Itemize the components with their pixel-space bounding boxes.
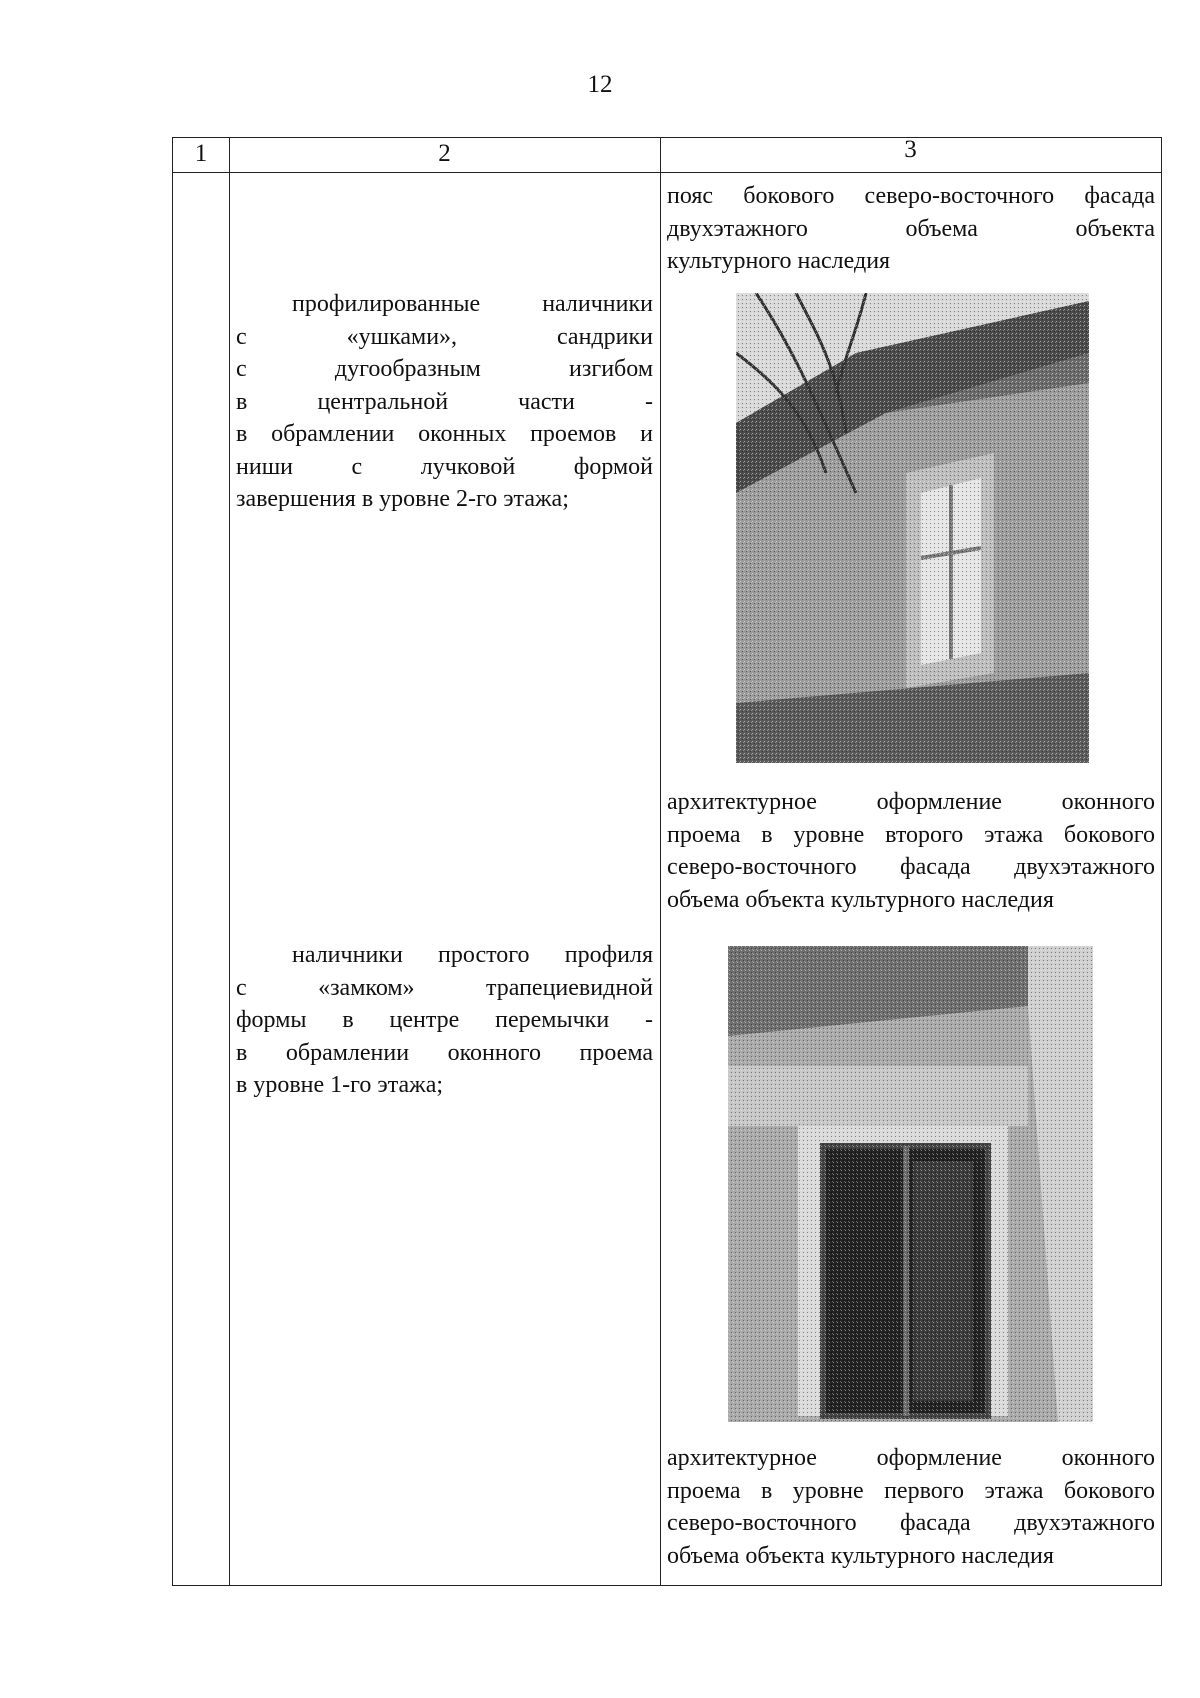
header-divider	[173, 172, 1161, 173]
text-line: в центральной части -	[236, 388, 653, 415]
lower-window-photo	[728, 946, 1093, 1422]
text-line: наличники простого профиля	[292, 942, 653, 968]
text-line: двухэтажного объема объекта	[667, 215, 1155, 242]
text-line: в уровне 1-го этажа;	[236, 1072, 444, 1098]
text-line: архитектурное оформление оконного	[667, 1445, 1155, 1471]
text-line: объема объекта культурного наследия	[667, 886, 1054, 913]
item-2-description	[236, 939, 653, 1102]
page-number: 12	[587, 71, 613, 98]
text-line: северо-восточного фасада двухэтажного	[667, 1510, 1155, 1536]
column-divider	[660, 138, 661, 1585]
text-line: ниши с лучковой формой	[236, 453, 653, 480]
text-line: северо-восточного фасада двухэтажного	[667, 854, 1155, 880]
text-line: объема объекта культурного наследия	[667, 1542, 1054, 1569]
text-line: проема в уровне второго этажа бокового	[667, 821, 1155, 848]
text-line: архитектурное оформление оконного	[667, 789, 1155, 815]
upper-window-photo	[736, 293, 1089, 763]
text-line: в обрамлении оконных проемов и	[236, 421, 653, 447]
item-1-caption	[667, 786, 1155, 916]
header-col-1: 1	[194, 140, 208, 167]
item-2-caption	[667, 1442, 1155, 1572]
column-divider	[229, 138, 230, 1585]
text-line: пояс бокового северо-восточного фасада	[667, 183, 1155, 209]
header-col-2: 2	[438, 140, 451, 167]
item-1-description	[236, 288, 653, 516]
header-col-3: 3	[904, 136, 917, 163]
col3-intro-text	[667, 180, 1155, 278]
upper-window-photo-icon	[736, 293, 1089, 763]
text-line: с «замком» трапециевидной	[236, 974, 653, 1001]
text-line: с «ушками», сандрики	[236, 323, 653, 350]
lower-window-photo-icon	[728, 946, 1093, 1422]
text-line: культурного наследия	[667, 248, 891, 274]
text-line: формы в центре перемычки -	[236, 1007, 653, 1033]
text-line: в обрамлении оконного проема	[236, 1039, 653, 1066]
document-table	[172, 137, 1162, 1586]
text-line: завершения в уровне 2-го этажа;	[236, 486, 569, 512]
text-line: с дугообразным изгибом	[236, 356, 653, 382]
text-line: проема в уровне первого этажа бокового	[667, 1477, 1155, 1504]
text-line: профилированные наличники	[292, 291, 653, 317]
